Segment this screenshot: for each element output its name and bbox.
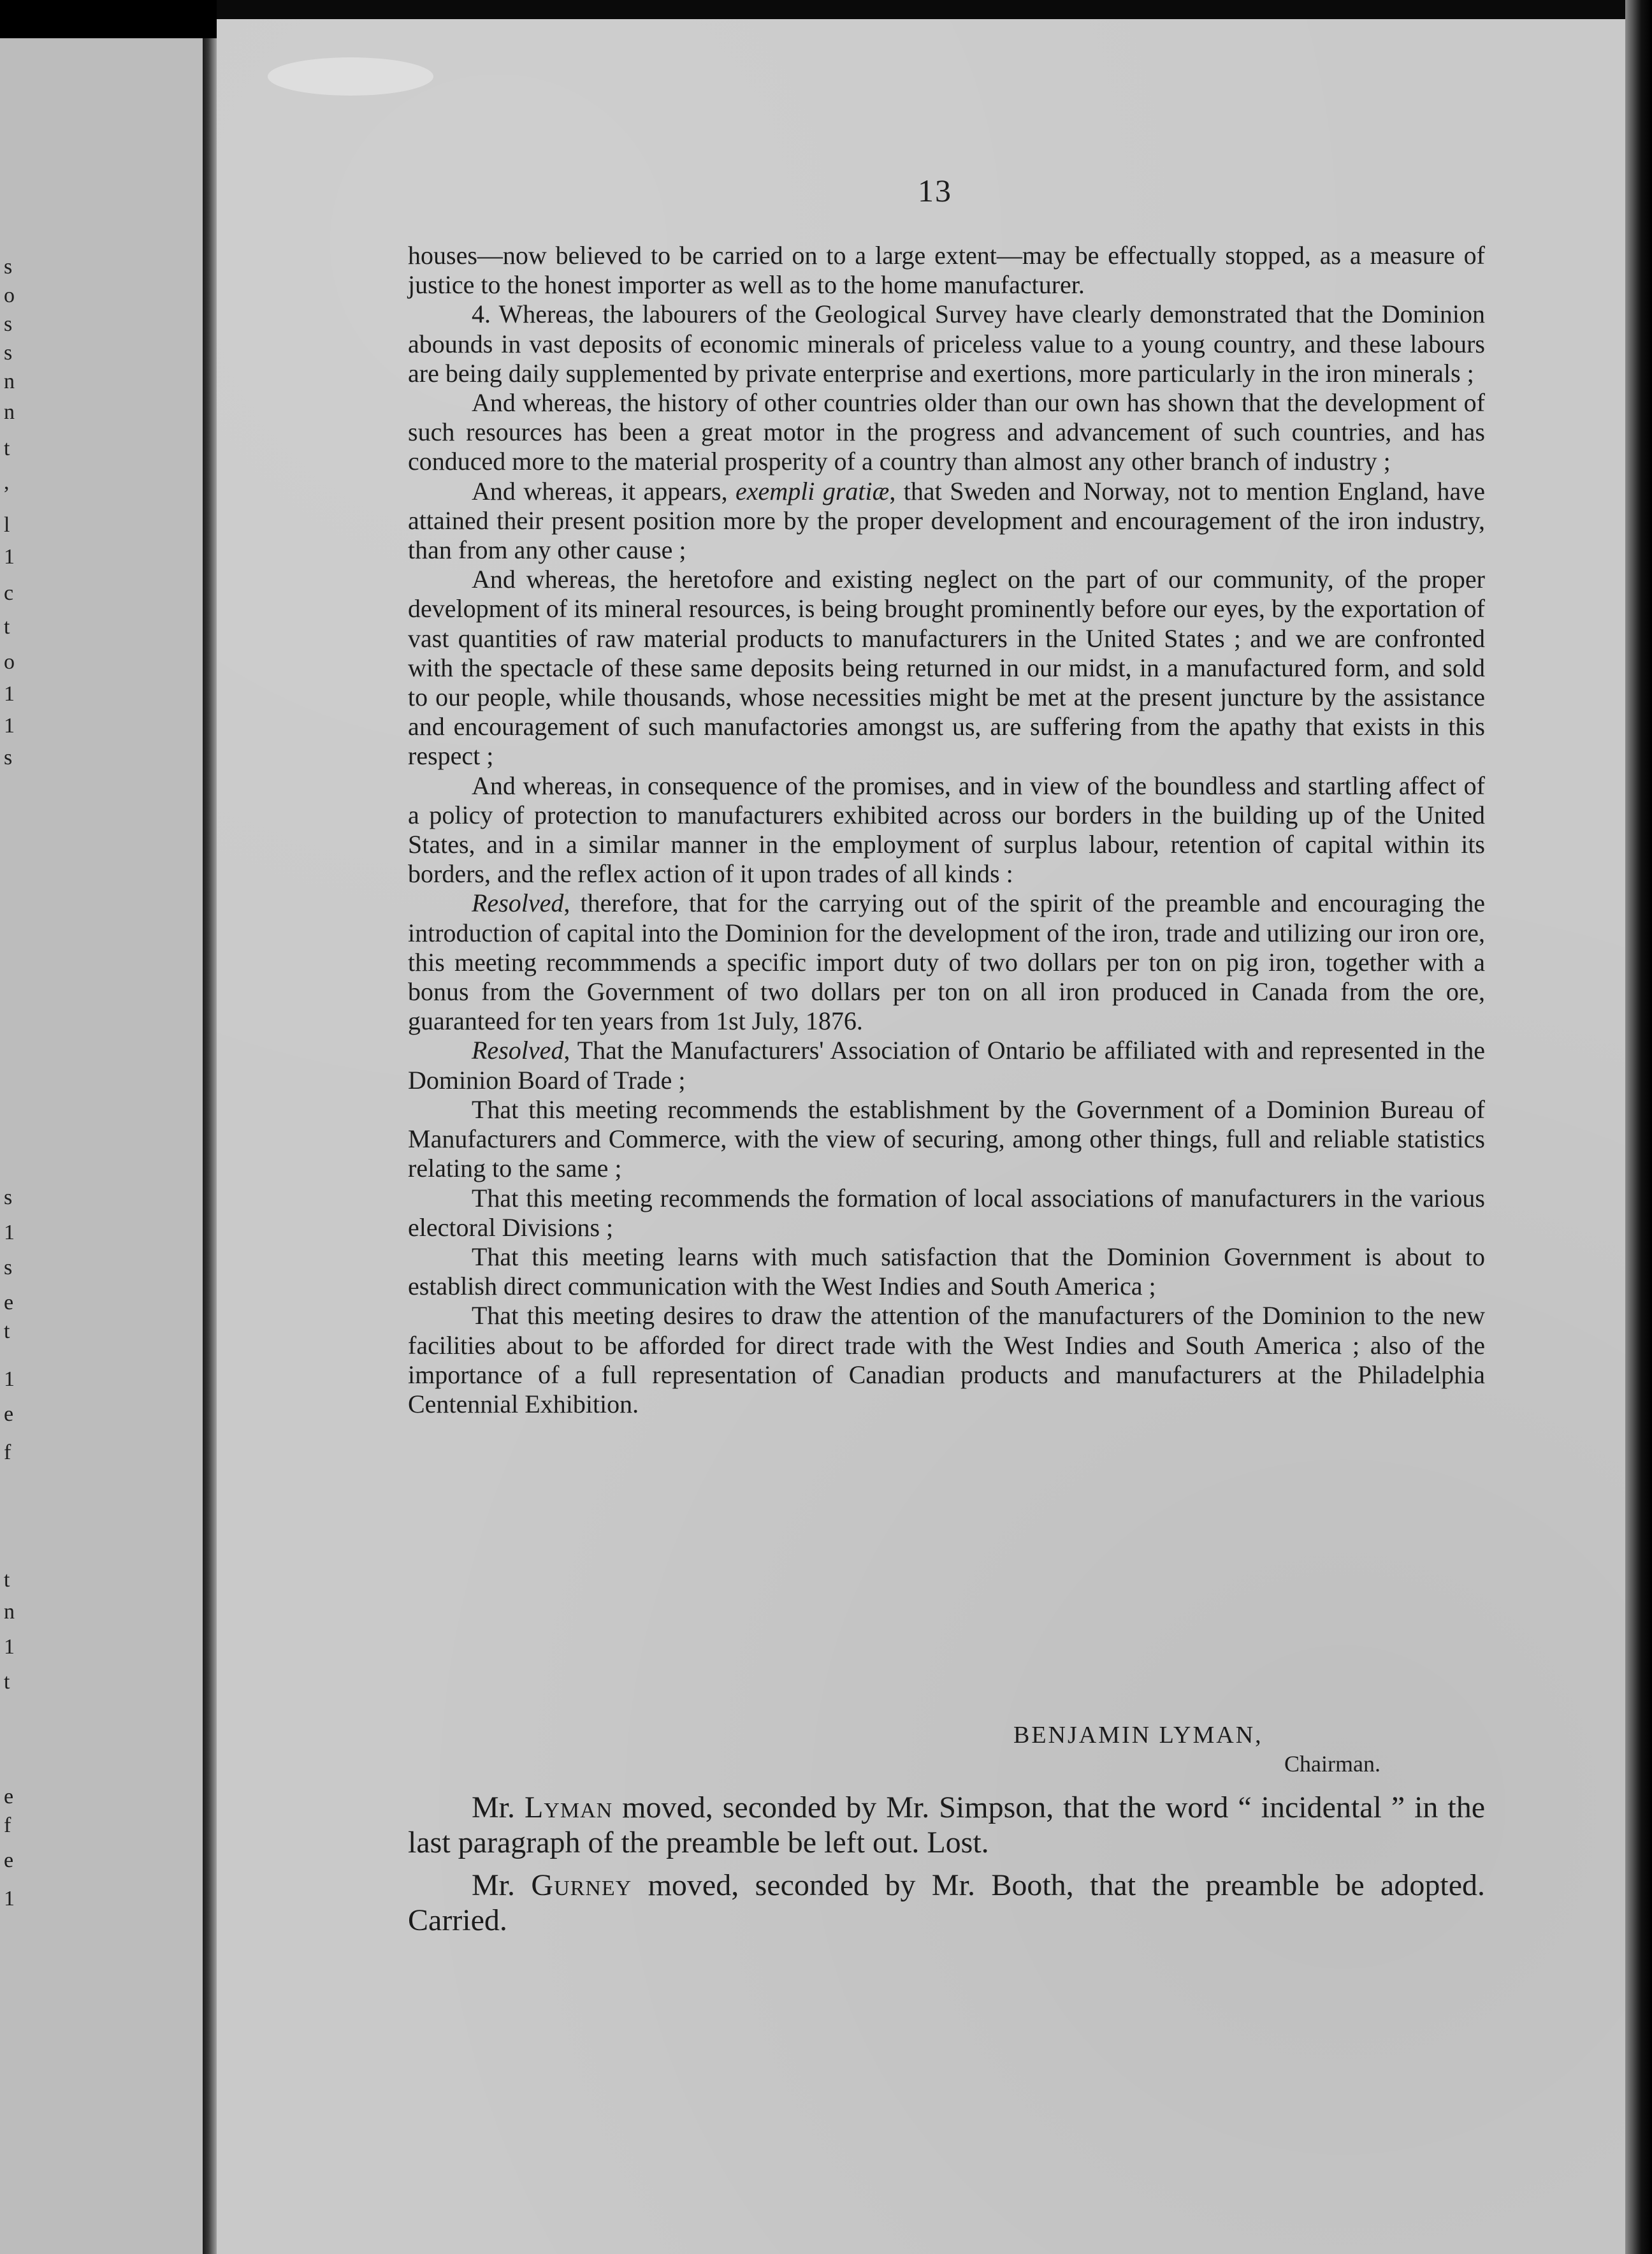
margin-letter: s	[4, 746, 13, 769]
paragraph-p9	[408, 1184, 1485, 1242]
motions-section	[408, 1790, 1485, 1945]
text-segment: That this meeting recommends the establishment by the Government of a Dominion Bureau of Manufacturers and Commerce, with the view of securing, among other things, full and reliable statistics relating to the same ;	[408, 1094, 1485, 1183]
paragraph-p4	[408, 565, 1485, 771]
body-text	[408, 241, 1485, 1419]
paragraph-p8	[408, 1095, 1485, 1184]
paragraph-p11	[408, 1301, 1485, 1419]
smallcaps-name: Lyman	[524, 1791, 613, 1824]
text-segment: That this meeting desires to draw the attention of the manufacturers of the Dominion to the new facilities about to be afforded for direct trade with the West Indies and South America ; also of the importance of a full representation of Canadian products and manufacturers at the Philadelphia Centennial Exhibition.	[408, 1301, 1485, 1418]
italic-text: Resolved	[472, 1036, 564, 1065]
margin-letter: o	[4, 284, 15, 307]
margin-letter: l	[4, 513, 10, 537]
text-segment: 4. Whereas, the labourers of the Geological Survey have clearly demonstrated that the Dominion abounds in vast deposits of economic minerals of priceless value to a young country, and these labours are being daily supplemented by private enterprise and exertions, more particularly in the iron minerals ;	[408, 300, 1485, 388]
margin-letter: f	[4, 1441, 11, 1464]
margin-letter: ,	[4, 470, 10, 494]
margin-letter: o	[4, 650, 15, 674]
margin-letter: t	[4, 437, 10, 460]
book-gutter	[203, 38, 217, 2254]
smallcaps-name: Gurney	[531, 1868, 632, 1902]
paragraph-p10	[408, 1242, 1485, 1301]
text-segment: , that Sweden and Norway, not to mention England, have attained their present position more by the proper development and encouragement of the iron industry, than from any other cause ;	[408, 476, 1486, 565]
margin-letter: 1	[4, 545, 15, 569]
paragraph-p1	[408, 300, 1485, 388]
signature-name: BENJAMIN LYMAN,	[1013, 1722, 1263, 1749]
text-segment: That this meeting learns with much satisfaction that the Dominion Government is about to establish direct communication with the West Indies and South America ;	[408, 1242, 1485, 1301]
margin-letter: s	[4, 255, 13, 279]
margin-letter: s	[4, 312, 13, 336]
margin-letter: t	[4, 1568, 10, 1592]
text-segment: And whereas, the history of other countries older than our own has shown that the development of such resources has been a great motor in the progress and advancement of such countries, and has conduced more to the material prosperity of a country than almost any other branch of industry ;	[408, 388, 1485, 476]
motion-m1	[408, 1868, 1485, 1938]
margin-letter: t	[4, 1320, 10, 1343]
margin-letter: 1	[4, 1887, 15, 1910]
scan-top-border	[217, 0, 1652, 19]
italic-text: exempli gratiæ	[735, 476, 890, 505]
margin-letter: s	[4, 1256, 13, 1279]
margin-letter: t	[4, 615, 10, 639]
margin-letter: s	[4, 341, 13, 365]
margin-letter: e	[4, 1402, 14, 1426]
margin-letter: e	[4, 1849, 14, 1872]
margin-letter: 1	[4, 714, 15, 738]
page-number: 13	[918, 173, 952, 208]
text-segment: , That the Manufacturers' Association of Ontario be affiliated with and represented in the Dominion Board of Trade ;	[408, 1036, 1485, 1094]
paragraph-p6	[408, 889, 1485, 1036]
text-segment: Mr.	[472, 1791, 525, 1824]
margin-letter: f	[4, 1814, 11, 1837]
margin-letter: 1	[4, 1367, 15, 1391]
margin-letter: 1	[4, 682, 15, 706]
paragraph-p2	[408, 388, 1485, 477]
text-segment: And whereas, the heretofore and existing neglect on the part of our community, of the proper development of its mineral resources, is being brought prominently before our eyes, by the exportation of vast quantities of raw material products to manufacturers in the United States ; and we are confronted with the spectacle of these same deposits being returned in our midst, in a manufactured form, and sold to our people, while thousands, whose necessities might be met at the present juncture by the assistance and encouragement of such manufactories amongst us, are suffering from the apathy that exists in this respect ;	[408, 565, 1485, 771]
signature-title: Chairman.	[1284, 1751, 1380, 1777]
text-segment: , therefore, that for the carrying out of the spirit of the preamble and encouraging the introduction of capital into the Dominion for the development of the iron, trade and utilizing our iron ore, this meeting recommmends a specific import duty of two dollars per ton on pig iron, together with a bonus from the Government of two dollars per ton on all iron produced in Canada from the ore, guaranteed for ten years from 1st July, 1876.	[408, 889, 1485, 1036]
text-segment: moved, seconded by Mr. Booth, that the preamble be adopted. Carried.	[408, 1868, 1486, 1937]
margin-letter: n	[4, 370, 15, 393]
margin-letter: e	[4, 1291, 14, 1314]
text-segment: houses—now believed to be carried on to a large extent—may be effectually stopped, as a measure of justice to the honest importer as well as to the home manufacturer.	[408, 241, 1485, 300]
margin-letter: n	[4, 1600, 15, 1624]
text-segment: And whereas, in consequence of the promises, and in view of the boundless and startling affect of a policy of protection to manufacturers exhibited across our borders in the building up of the United States, and in a similar manner in the employment of surplus labour, retention of capital within its borders, and the reflex action of it upon trades of all kinds :	[408, 771, 1485, 889]
text-segment: That this meeting recommends the formation of local associations of manufacturers in the various electoral Divisions ;	[408, 1183, 1485, 1242]
margin-letter: 1	[4, 1635, 15, 1659]
margin-letter: t	[4, 1670, 10, 1694]
paragraph-p5	[408, 771, 1485, 889]
text-segment: Mr.	[472, 1868, 532, 1902]
margin-letter: 1	[4, 1221, 15, 1244]
italic-text: Resolved	[472, 889, 564, 918]
motion-m0	[408, 1790, 1485, 1860]
margin-letter: e	[4, 1785, 14, 1808]
text-segment: And whereas, it appears,	[472, 476, 736, 505]
margin-letter: n	[4, 400, 15, 424]
paper-stain	[268, 57, 433, 96]
adjacent-page-edge	[0, 38, 203, 2254]
margin-letter: s	[4, 1186, 13, 1209]
paragraph-p0	[408, 241, 1485, 300]
paragraph-p3	[408, 477, 1485, 565]
text-segment: moved, seconded by Mr. Simpson, that the word “ incidental ” in the last paragraph of the preamble be left out. Lost.	[408, 1791, 1486, 1859]
paragraph-p7	[408, 1036, 1485, 1094]
margin-letter: c	[4, 581, 14, 605]
scan-right-border	[1625, 0, 1652, 2254]
